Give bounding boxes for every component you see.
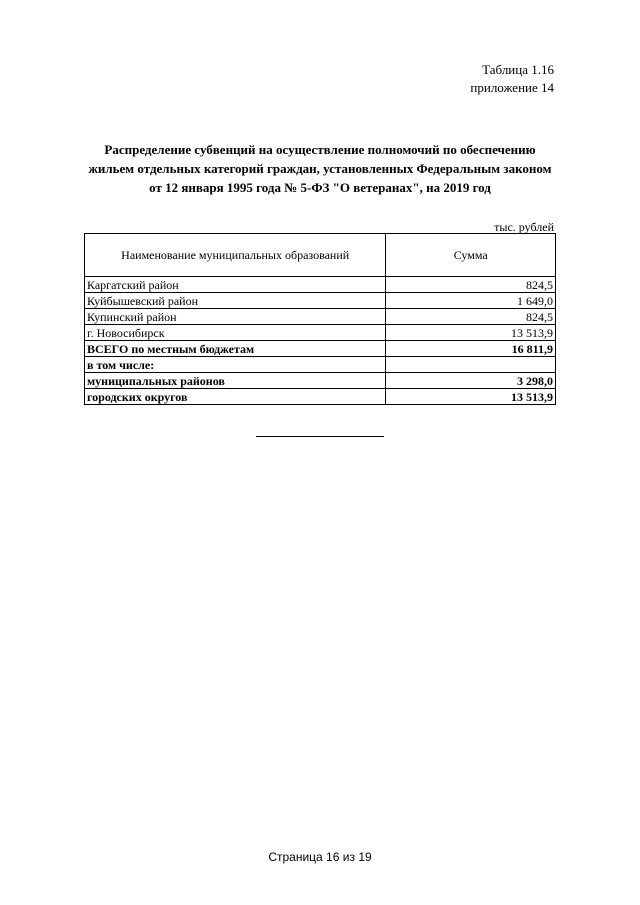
total-pages: 19 [358,850,372,864]
row-amount: 13 513,9 [386,325,556,341]
of-label: из [342,850,355,864]
subtotal-label: городских округов [85,389,386,405]
subsidy-table [84,233,556,405]
subtotal-row [85,389,556,405]
units-label: тыс. рублей [494,220,554,234]
including-row [85,357,556,373]
page-number: 16 [326,850,340,864]
including-amount-empty [386,357,556,373]
subtotal-amount: 3 298,0 [386,373,556,389]
title-line-2: жильем отдельных категорий граждан, установленных Федеральным законом [88,161,552,176]
table-number: Таблица 1.16 [482,62,554,77]
column-header-amount: Сумма [386,234,556,277]
table-row [85,325,556,341]
table-header-row [85,234,556,277]
total-label: ВСЕГО по местным бюджетам [85,341,386,357]
total-row [85,341,556,357]
table-row [85,277,556,293]
subtotal-row [85,373,556,389]
page-footer [0,850,640,864]
total-amount: 16 811,9 [386,341,556,357]
column-header-name: Наименование муниципальных образований [85,234,386,277]
row-name: Куйбышевский район [85,293,386,309]
row-amount: 824,5 [386,277,556,293]
row-name: Купинский район [85,309,386,325]
row-amount: 1 649,0 [386,293,556,309]
subtotal-amount: 13 513,9 [386,389,556,405]
title-line-3: от 12 января 1995 года № 5-ФЗ "О ветеранах", на 2019 год [149,180,491,195]
row-name: Каргатский район [85,277,386,293]
including-label: в том числе: [85,357,386,373]
subtotal-label: муниципальных районов [85,373,386,389]
row-name: г. Новосибирск [85,325,386,341]
document-title [60,140,580,197]
separator-line [256,436,384,437]
table-row [85,309,556,325]
title-line-1: Распределение субвенций на осуществление полномочий по обеспечению [104,142,536,157]
table-row [85,293,556,309]
appendix-number: приложение 14 [470,80,554,95]
row-amount: 824,5 [386,309,556,325]
page-label: Страница [268,850,323,864]
